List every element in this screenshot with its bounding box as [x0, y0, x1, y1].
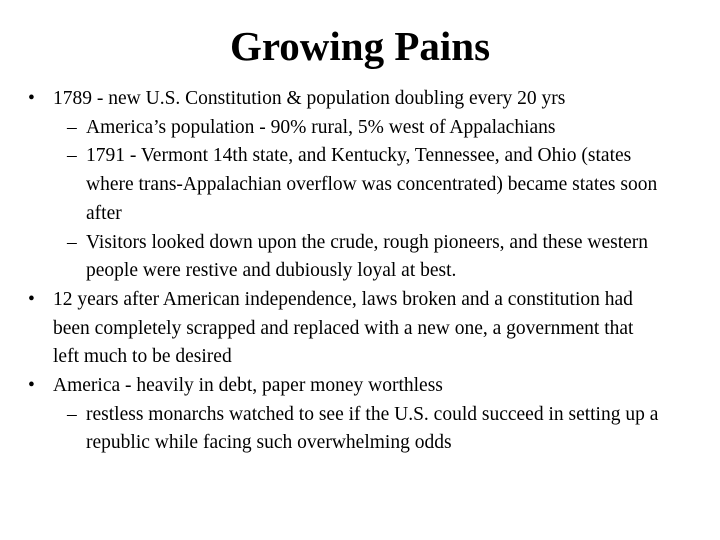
sub-bullet-text: America’s population - 90% rural, 5% west of Appalachians	[86, 116, 556, 138]
sub-bullet-list	[53, 401, 693, 458]
sub-bullet-point	[67, 114, 676, 143]
bullet-point-2	[0, 286, 663, 372]
sub-bullet-text: 1791 - Vermont 14th state, and Kentucky, Tennessee, and Ohio (states where trans-Appalachian overflow was concentrated) became states soon after	[86, 145, 658, 224]
bullet-point-1	[0, 85, 693, 286]
bullet-text: America - heavily in debt, paper money worthless	[53, 375, 443, 397]
bullet-point-3	[0, 372, 693, 458]
bullet-marker: •	[28, 288, 35, 310]
bullet-text: 1789 - new U.S. Constitution & population doubling every 20 yrs	[53, 88, 566, 109]
sub-bullet-list	[53, 114, 693, 286]
slide-title: Growing Pains	[229, 23, 491, 69]
bullet-marker: •	[28, 88, 35, 109]
bullet-marker: •	[28, 375, 35, 397]
sub-bullet-point	[67, 401, 676, 458]
dash-marker: –	[67, 145, 77, 167]
dash-marker: –	[67, 403, 77, 425]
dash-marker: –	[67, 116, 77, 138]
sub-bullet-point	[67, 142, 676, 228]
bullet-text: 12 years after American independence, laws broken and a constitution had been completely scrapped and replaced with a new one, a government that left much to be desired	[53, 288, 634, 368]
sub-bullet-point	[67, 229, 676, 286]
sub-bullet-text: Visitors looked down upon the crude, rough pioneers, and these western people were restive and dubiously loyal at best.	[86, 231, 649, 282]
sub-bullet-text: restless monarchs watched to see if the U.S. could succeed in setting up a republic while facing such overwhelming odds	[86, 403, 659, 454]
bullet-list	[0, 85, 720, 458]
dash-marker: –	[67, 231, 77, 253]
